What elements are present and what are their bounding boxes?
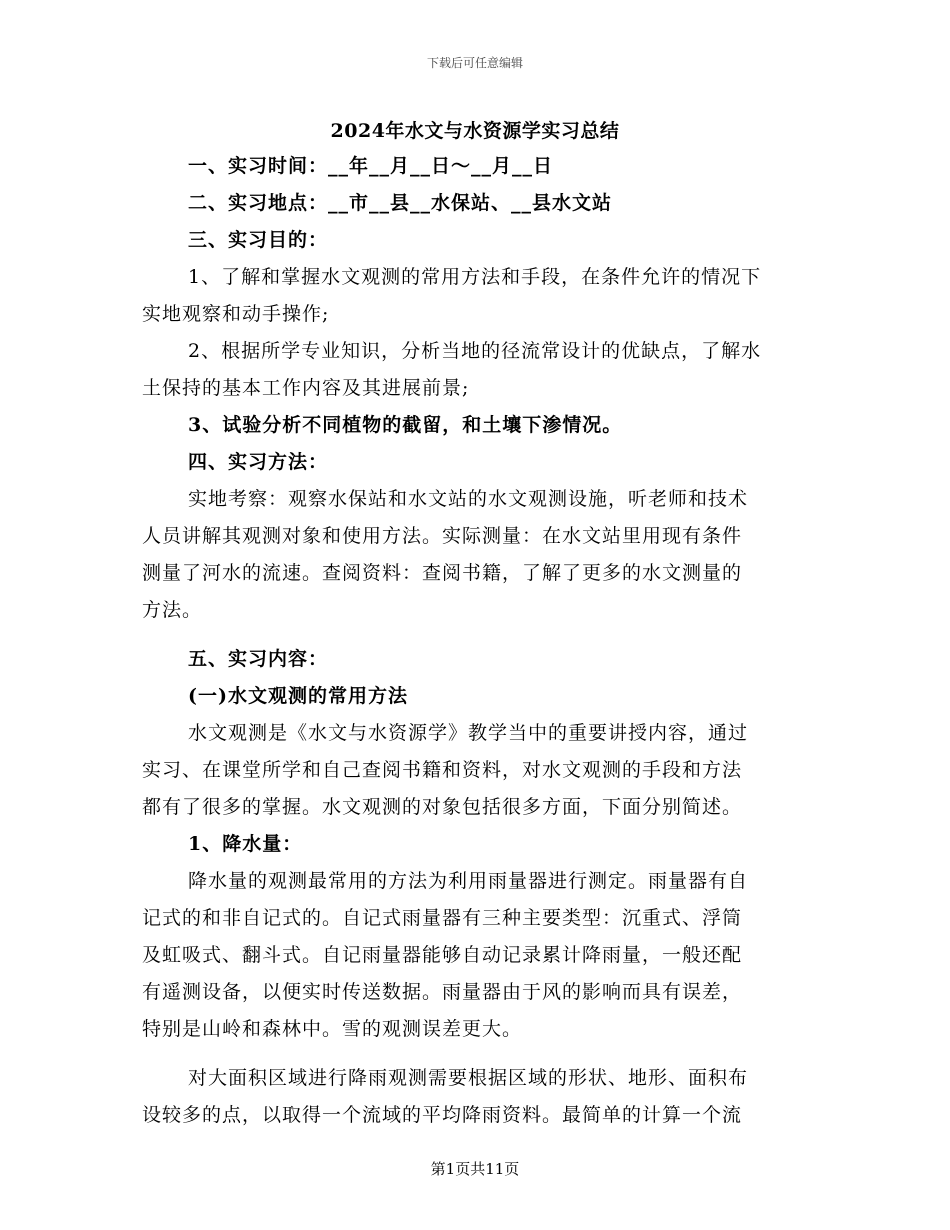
paragraph-gap bbox=[142, 1048, 812, 1060]
paragraph-line: 实地观察和动手操作; bbox=[142, 303, 330, 325]
section-heading-line: 四、实习方法： bbox=[188, 451, 329, 473]
page-header-note: 下载后可任意编辑 bbox=[426, 56, 523, 70]
document-body bbox=[142, 148, 812, 1134]
paragraph-line: 土保持的基本工作内容及其进展前景; bbox=[142, 377, 470, 399]
paragraph-line: 测量了河水的流速。查阅资料：查阅书籍，了解了更多的水文测量的 bbox=[142, 562, 743, 584]
section-heading-line: 3、试验分析不同植物的截留，和土壤下渗情况。 bbox=[188, 414, 623, 436]
section-heading-line: 五、实习内容： bbox=[188, 648, 329, 670]
section-heading-line: 三、实习目的： bbox=[188, 229, 329, 251]
document-title: 2024年水文与水资源学实习总结 bbox=[330, 120, 620, 142]
section-heading-line: 1、降水量： bbox=[188, 833, 303, 855]
paragraph-line: 降水量的观测最常用的方法为利用雨量器进行测定。雨量器有自 bbox=[188, 870, 749, 892]
paragraph-gap bbox=[142, 629, 812, 641]
page-footer-page-info: 第1页共11页 bbox=[430, 1160, 520, 1178]
paragraph-line: 1、了解和掌握水文观测的常用方法和手段，在条件允许的情况下 bbox=[188, 266, 762, 288]
paragraph-line: 记式的和非自记式的。自记式雨量器有三种主要类型：沉重式、浮筒 bbox=[142, 907, 743, 929]
paragraph-line: 特别是山岭和森林中。雪的观测误差更大。 bbox=[142, 1018, 523, 1040]
paragraph-line: 人员讲解其观测对象和使用方法。实际测量：在水文站里用现有条件 bbox=[142, 525, 743, 547]
paragraph-line: 都有了很多的掌握。水文观测的对象包括很多方面，下面分别简述。 bbox=[142, 796, 743, 818]
paragraph-line: 有遥测设备，以便实时传送数据。雨量器由于风的影响而具有误差， bbox=[142, 981, 743, 1003]
section-heading-line: (一)水文观测的常用方法 bbox=[188, 685, 408, 707]
section-heading-line: 二、实习地点：__市__县__水保站、__县水文站 bbox=[188, 192, 613, 214]
paragraph-line: 及虹吸式、翻斗式。自记雨量器能够自动记录累计降雨量，一般还配 bbox=[142, 944, 743, 966]
paragraph-line: 水文观测是《水文与水资源学》教学当中的重要讲授内容，通过 bbox=[188, 722, 749, 744]
paragraph-line: 2、根据所学专业知识，分析当地的径流常设计的优缺点，了解水 bbox=[188, 340, 762, 362]
paragraph-line: 实习、在课堂所学和自己查阅书籍和资料，对水文观测的手段和方法 bbox=[142, 759, 743, 781]
section-heading-line: 一、实习时间：__年__月__日～__月__日 bbox=[188, 155, 554, 177]
paragraph-line: 实地考察：观察水保站和水文站的水文观测设施，听老师和技术 bbox=[188, 488, 749, 510]
paragraph-line: 对大面积区域进行降雨观测需要根据区域的形状、地形、面积布 bbox=[188, 1067, 749, 1089]
paragraph-line: 设较多的点，以取得一个流域的平均降雨资料。最简单的计算一个流 bbox=[142, 1104, 743, 1126]
paragraph-line: 方法。 bbox=[142, 599, 203, 621]
